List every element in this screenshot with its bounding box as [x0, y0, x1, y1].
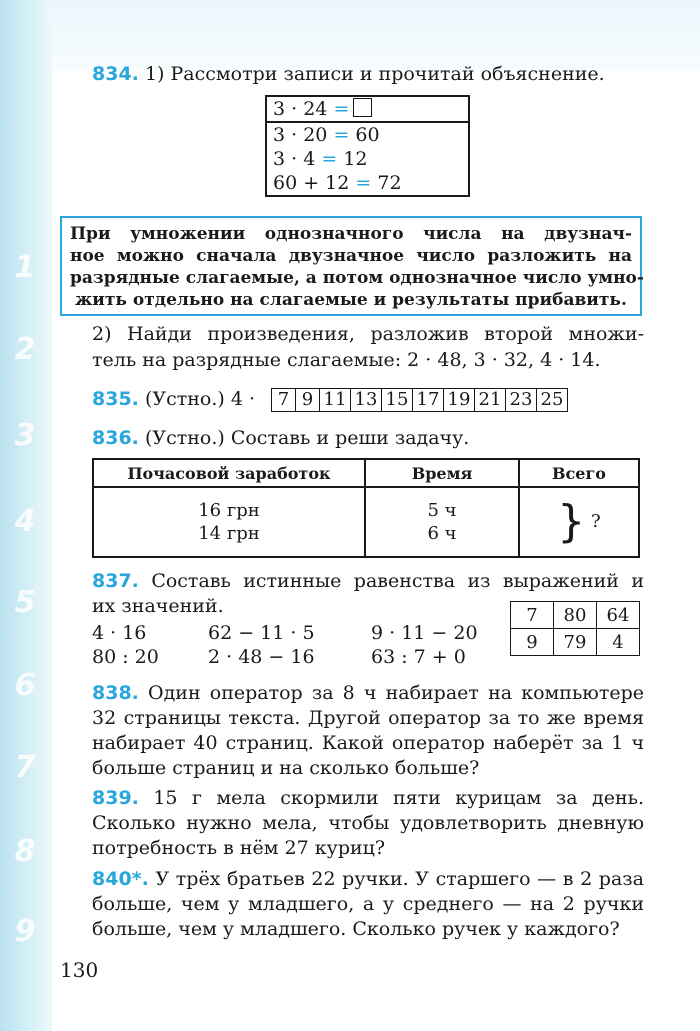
calc-row: [267, 147, 468, 171]
wage-cell: [93, 487, 365, 557]
calc-head-expr: 3 · 24: [273, 98, 328, 120]
time-cell: [365, 487, 519, 557]
ex836-table: [92, 458, 640, 558]
rule-line: ное можно сначала двузначное число разложить на: [70, 246, 632, 266]
ex836-text: (Устно.) Составь и реши задачу.: [144, 427, 470, 449]
ex837-line: [92, 569, 644, 594]
empty-answer-box: [353, 98, 372, 117]
expression: 80 : 20: [92, 646, 159, 668]
side-tab-7: 7: [14, 750, 36, 785]
strip-cell: 9: [296, 389, 320, 412]
col-header: Время: [365, 459, 519, 487]
calc-row-expr: 3 · 20: [273, 124, 328, 146]
col-header: Почасовой заработок: [93, 459, 365, 487]
strip-cell: 23: [506, 389, 537, 412]
ex840-line: больше, чем у младшего. Сколько ручек у каждого?: [92, 918, 620, 940]
total-cell: [519, 487, 639, 557]
ex837-line2: их значений.: [92, 595, 224, 617]
side-tab-8: 8: [14, 834, 36, 869]
value-cell: 7: [511, 602, 554, 629]
calc-row-expr: 3 · 4: [273, 148, 316, 170]
ex834-intro: 1) Рассмотри записи и прочитай объяснение.: [144, 63, 605, 85]
strip-cell: 11: [320, 389, 351, 412]
ex839-line: потребность в нём 27 куриц?: [92, 837, 386, 859]
side-tab-6: 6: [14, 668, 36, 703]
ex836-number: 836.: [92, 427, 139, 449]
ex838-line: больше страниц и на сколько больше?: [92, 757, 480, 779]
time-value: 6 ч: [427, 523, 457, 544]
strip-cell: 25: [537, 389, 568, 412]
ex835-value-strip: [271, 388, 568, 412]
ex838-number: 838.: [92, 682, 139, 704]
ex839-line: [92, 786, 644, 811]
time-value: 5 ч: [427, 500, 457, 521]
side-tab-9: 9: [14, 914, 36, 949]
calc-row-result: 60: [355, 124, 380, 146]
expression: 63 : 7 + 0: [371, 646, 466, 668]
expression: 2 · 48 − 16: [208, 646, 315, 668]
strip-cell: 17: [413, 389, 444, 412]
total-question: ?: [591, 511, 601, 532]
value-cell: 4: [597, 629, 640, 656]
ex838-line: 32 страницы текста. Другой оператор за то же время: [92, 707, 644, 729]
expression: 9 · 11 − 20: [371, 622, 478, 644]
expression: 62 − 11 · 5: [208, 622, 315, 644]
calc-equals: =: [333, 98, 350, 120]
calc-row-expr: 60 + 12: [273, 172, 350, 194]
value-cell: 80: [554, 602, 597, 629]
side-tab-1: 1: [14, 250, 36, 285]
ex835-line: [92, 387, 272, 412]
ex840-line: больше, чем у младшего, а у среднего — на 2 ручки: [92, 893, 644, 915]
value-cell: 9: [511, 629, 554, 656]
page-number: 130: [60, 958, 99, 982]
ex834-part2-line: 2) Найди произведения, разложив второй множи-: [92, 323, 644, 345]
side-tab-3: 3: [14, 418, 36, 453]
strip-cell: 19: [444, 389, 475, 412]
ex839-line: Сколько нужно мела, чтобы удовлетворить дневную: [92, 812, 644, 834]
calc-equals: =: [333, 124, 350, 146]
rule-line: разрядные слагаемые, а потом однозначное число умно-: [70, 268, 644, 288]
ex835-text: (Устно.) 4 ·: [144, 388, 255, 410]
ex837-values-grid: [510, 601, 640, 656]
brace-symbol: }: [557, 496, 586, 547]
ex837-text: Составь истинные равенства из выражений и: [151, 570, 645, 592]
strip-cell: 15: [382, 389, 413, 412]
wage-value: 16 грн: [198, 500, 260, 521]
value-cell: 79: [554, 629, 597, 656]
ex834-calc-box: [265, 95, 470, 197]
strip-cell: 7: [272, 389, 296, 412]
ex834-number: 834.: [92, 63, 139, 85]
ex839-text: 15 г мела скормили пяти курицам за день.: [153, 787, 644, 809]
ex840-text: У трёх братьев 22 ручки. У старшего — в 2 раза: [155, 868, 644, 890]
side-tab-5: 5: [14, 585, 36, 620]
calc-row: [267, 171, 468, 195]
ex839-number: 839.: [92, 787, 139, 809]
ex838-line: [92, 681, 644, 706]
rule-line: При умножении однозначного числа на двузнач-: [70, 224, 632, 244]
ex836-line: [92, 426, 644, 451]
ex834-intro-line: [92, 62, 644, 87]
calc-equals: =: [355, 172, 372, 194]
side-tab-2: 2: [14, 332, 36, 367]
calc-row-result: 72: [377, 172, 402, 194]
calc-head-row: [267, 97, 468, 123]
ex835-number: 835.: [92, 388, 139, 410]
calc-row-result: 12: [343, 148, 368, 170]
top-band: [0, 0, 700, 70]
strip-cell: 21: [475, 389, 506, 412]
ex838-text: Один оператор за 8 ч набирает на компьютере: [148, 682, 644, 704]
expression: 4 · 16: [92, 622, 147, 644]
wage-value: 14 грн: [198, 523, 260, 544]
ex834-part2-line: тель на разрядные слагаемые: 2 · 48, 3 · 32, 4 · 14.: [92, 349, 601, 371]
calc-row: [267, 123, 468, 147]
side-tab-4: 4: [14, 504, 36, 539]
strip-cell: 13: [351, 389, 382, 412]
rule-line: жить отдельно на слагаемые и результаты прибавить.: [75, 290, 627, 310]
ex840-line: [92, 867, 644, 892]
rule-box: [60, 216, 642, 316]
ex837-number: 837.: [92, 570, 139, 592]
col-header: Всего: [519, 459, 639, 487]
ex840-number: 840*.: [92, 868, 149, 890]
ex838-line: набирает 40 страниц. Какой оператор наберёт за 1 ч: [92, 732, 644, 754]
calc-equals: =: [321, 148, 338, 170]
value-cell: 64: [597, 602, 640, 629]
